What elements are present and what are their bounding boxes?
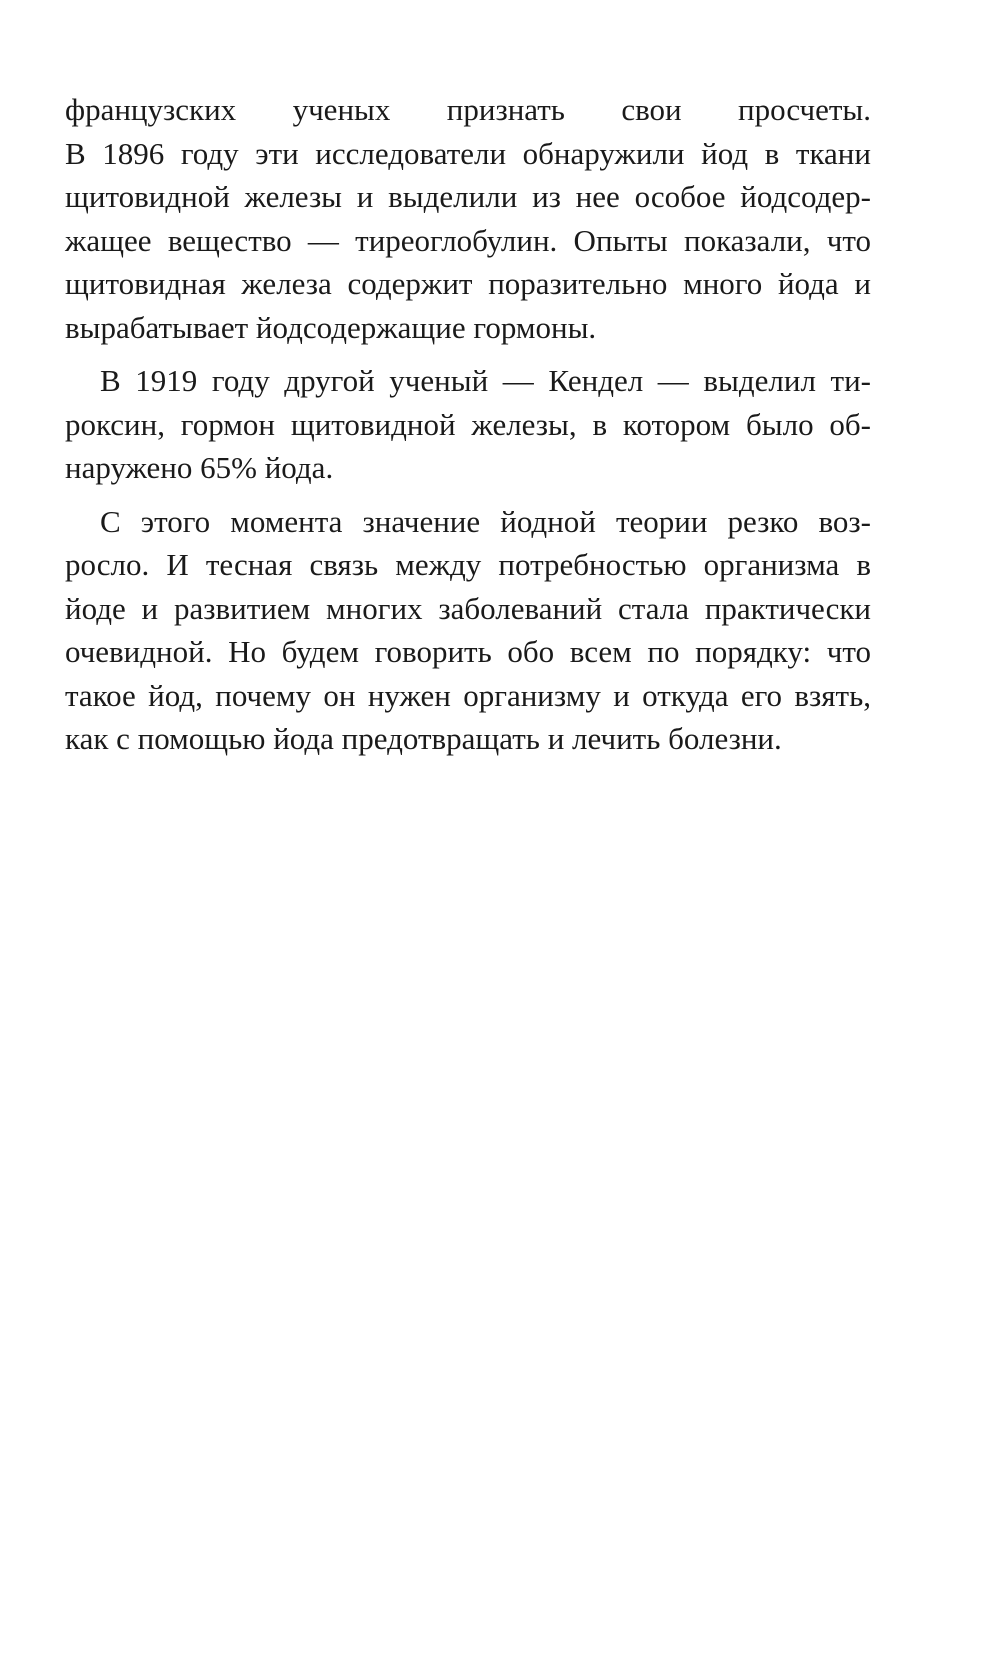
text-line: щитовидной железы и выделили из нее особое йодсодер- <box>65 179 871 214</box>
paragraph-3 <box>65 500 871 761</box>
text-line: очевидной. Но будем говорить обо всем по порядку: что <box>65 634 871 669</box>
text-line: как с помощью йода предотвращать и лечить болезни. <box>65 721 782 756</box>
text-line: роксин, гормон щитовидной железы, в котором было об- <box>65 406 871 442</box>
text-line: росло. И тесная связь между потребностью организма в <box>65 547 871 582</box>
paragraph-1 <box>65 88 871 349</box>
page-body <box>65 88 871 771</box>
text-line: вырабатывает йодсодержащие гормоны. <box>65 309 597 345</box>
text-line: жащее вещество — тиреоглобулин. Опыты показали, что <box>65 222 871 258</box>
text-line: С этого момента значение йодной теории резко воз- <box>100 503 871 539</box>
text-line: В 1896 году эти исследователи обнаружили йод в ткани <box>65 135 871 171</box>
text-line: наружено 65% йода. <box>65 450 334 485</box>
text-line: йоде и развитием многих заболеваний стала практически <box>65 590 871 626</box>
text-line: В 1919 году другой ученый — Кендел — выделил ти- <box>100 363 871 398</box>
text-line: французских ученых признать свои просчеты. <box>65 92 871 127</box>
text-line: такое йод, почему он нужен организму и откуда его взять, <box>65 677 871 713</box>
paragraph-2 <box>65 359 871 490</box>
text-line: щитовидная железа содержит поразительно много йода и <box>65 266 871 301</box>
